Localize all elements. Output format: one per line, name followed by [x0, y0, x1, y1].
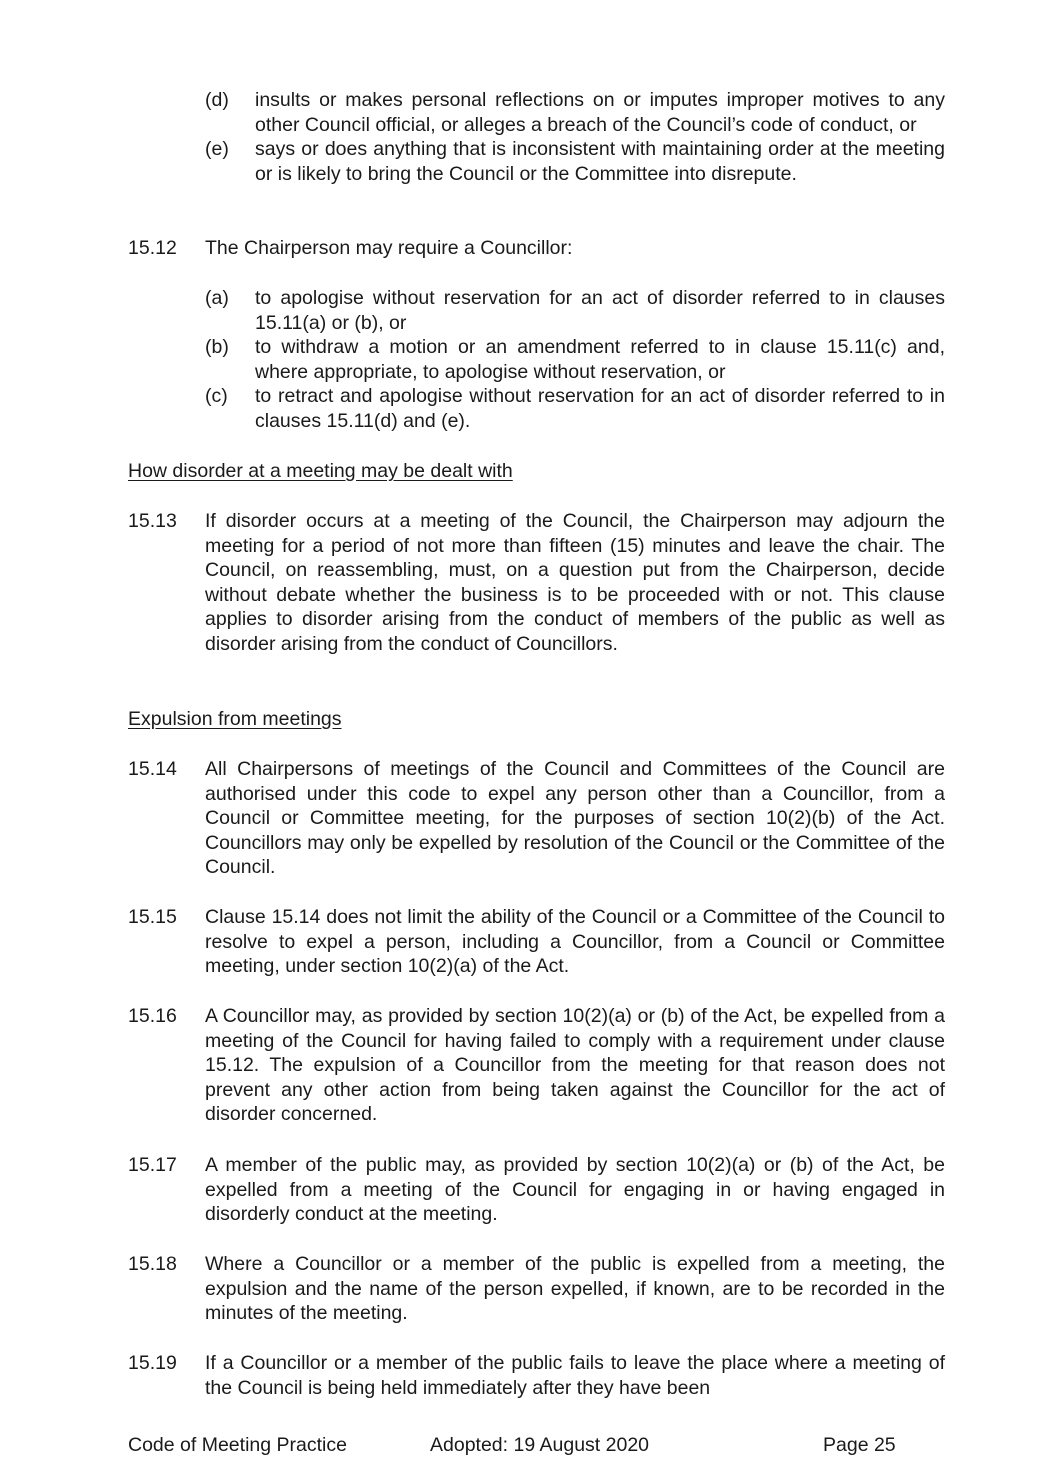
clause-text: If a Councillor or a member of the public fails to leave the place where a meeting of the Council is being held immediately after they have been — [205, 1352, 945, 1399]
item-text: to apologise without reservation for an act of disorder referred to in clauses 15.11(a) or (b), or — [255, 287, 945, 334]
item-label: (e) — [205, 138, 229, 161]
item-label: (c) — [205, 385, 228, 408]
clause-text: Where a Councillor or a member of the public is expelled from a meeting, the expulsion and the name of the person expelled, if known, are to be recorded in the minutes of the meeting. — [205, 1253, 945, 1325]
item-label: (b) — [205, 336, 229, 359]
clause-text: All Chairpersons of meetings of the Council and Committees of the Council are authorised under this code to expel any person other than a Councillor, from a Council or Committee meeting, for the purposes of section 10(2)(b) of the Act. Councillors may only be expelled by resolution of the Council or the Committee of the Council. — [205, 758, 945, 879]
list-item — [205, 88, 945, 137]
list-item — [205, 286, 945, 335]
page-footer — [128, 1433, 908, 1458]
clause-15-13 — [128, 509, 945, 657]
item-label: (d) — [205, 89, 229, 111]
item-text: to retract and apologise without reservation for an act of disorder referred to in clauses 15.11(d) and (e). — [255, 385, 945, 432]
clause-15-11-continued-list — [205, 88, 945, 186]
clause-15-16 — [128, 1004, 945, 1127]
footer-page-number: Page 25 — [823, 1434, 896, 1456]
item-text: says or does anything that is inconsistent with maintaining order at the meeting or is likely to bring the Council or the Committee into disrepute. — [255, 138, 945, 185]
clause-15-18 — [128, 1252, 945, 1326]
section-heading-expulsion: Expulsion from meetings — [128, 708, 342, 730]
item-text: insults or makes personal reflections on or imputes improper motives to any other Council official, or alleges a breach of the Council’s code of conduct, or — [255, 89, 945, 136]
list-item — [205, 384, 945, 433]
clause-15-14 — [128, 757, 945, 880]
clause-15-17 — [128, 1153, 945, 1227]
footer-document-title: Code of Meeting Practice — [128, 1434, 347, 1456]
clause-text: A Councillor may, as provided by section 10(2)(a) or (b) of the Act, be expelled from a meeting of the Council for having failed to comply with a requirement under clause 15.12. The expulsion of a Councillor from the meeting for that reason does not prevent any other action from being taken against the Councillor for the act of disorder concerned. — [205, 1005, 945, 1126]
clause-15-12-list — [205, 286, 945, 434]
clause-number: 15.16 — [128, 1005, 177, 1027]
clause-number: 15.18 — [128, 1253, 177, 1275]
clause-text: Clause 15.14 does not limit the ability of the Council or a Committee of the Council to resolve to expel a person, including a Councillor, from a Council or Committee meeting, under section 10(2)(a) of the Act. — [205, 906, 945, 978]
clause-number: 15.14 — [128, 758, 177, 780]
clause-15-19 — [128, 1351, 945, 1400]
list-item — [205, 335, 945, 384]
clause-text: The Chairperson may require a Councillor: — [205, 237, 573, 259]
clause-15-15 — [128, 905, 945, 979]
clause-number: 15.15 — [128, 906, 177, 928]
list-item — [205, 137, 945, 186]
clause-15-12 — [128, 236, 945, 261]
section-heading-disorder: How disorder at a meeting may be dealt with — [128, 460, 513, 482]
footer-adopted-date: Adopted: 19 August 2020 — [430, 1434, 650, 1456]
clause-number: 15.19 — [128, 1352, 177, 1374]
item-text: to withdraw a motion or an amendment referred to in clause 15.11(c) and, where appropriate, to apologise without reservation, or — [255, 336, 945, 383]
clause-number: 15.12 — [128, 237, 177, 259]
clause-number: 15.17 — [128, 1154, 177, 1176]
item-label: (a) — [205, 287, 229, 309]
clause-number: 15.13 — [128, 510, 177, 532]
clause-text: A member of the public may, as provided by section 10(2)(a) or (b) of the Act, be expelled from a meeting of the Council for engaging in or having engaged in disorderly conduct at the meeting. — [205, 1154, 945, 1226]
clause-text: If disorder occurs at a meeting of the Council, the Chairperson may adjourn the meeting for a period of not more than fifteen (15) minutes and leave the chair. The Council, on reassembling, must, on a question put from the Chairperson, decide without debate whether the business is to be proceeded with or not. This clause applies to disorder arising from the conduct of members of the public as well as disorder arising from the conduct of Councillors. — [205, 510, 945, 655]
